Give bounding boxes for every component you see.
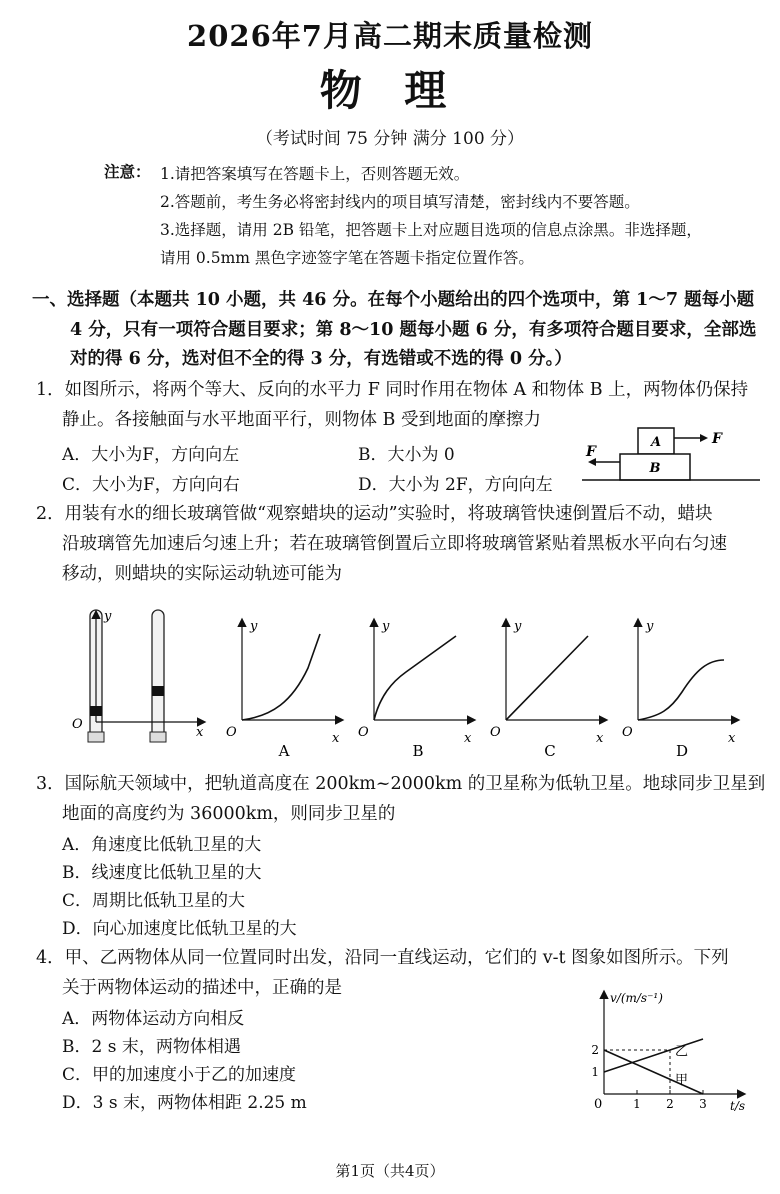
svg-text:O: O — [226, 725, 237, 740]
q3-option-a: A．角速度比低轨卫星的大 — [62, 835, 262, 855]
svg-text:x: x — [332, 731, 340, 746]
q4-option-b: B．2 s 末，两物体相遇 — [62, 1037, 241, 1057]
svg-text:y: y — [250, 619, 258, 634]
q3-option-c: C．周期比低轨卫星的大 — [62, 891, 246, 911]
vt-origin: 0 — [594, 1097, 603, 1112]
trajectory-b — [374, 636, 456, 720]
svg-text:O: O — [622, 725, 633, 740]
svg-text:x: x — [728, 731, 736, 746]
series-label-yi: 乙 — [674, 1044, 688, 1060]
exam-title: 2026年7月高二期末质量检测 — [187, 19, 593, 53]
graph-a — [226, 619, 342, 760]
x-tick-label: 3 — [699, 1097, 707, 1111]
trajectory-c — [506, 636, 588, 720]
y-axis-label: y — [104, 609, 112, 624]
block-a-label: A — [650, 435, 662, 450]
q4-stem-line: 关于两物体运动的描述中，正确的是 — [62, 978, 342, 998]
svg-text:x: x — [464, 731, 472, 746]
subject-title: 物 理 — [319, 66, 461, 115]
svg-text:y: y — [382, 619, 390, 634]
notes-list — [160, 160, 770, 272]
q1-stem: 1．如图所示，将两个等大、反向的水平力 F 同时作用在物体 A 和物体 B 上，两物体仍保持 — [36, 380, 749, 400]
tube-right — [152, 610, 164, 740]
series-label-jia: 甲 — [674, 1073, 688, 1089]
force-b-label: F — [586, 444, 596, 460]
origin-label: O — [72, 717, 83, 732]
q2-stem-line: 移动，则蜡块的实际运动轨迹可能为 — [62, 564, 342, 584]
q1-stem-line: 静止。各接触面与水平地面平行，则物体 B 受到地面的摩擦力 — [62, 410, 541, 430]
choice-label-d: D — [675, 742, 689, 760]
notes-label: 注意： — [104, 162, 151, 181]
q4-vt-graph — [584, 986, 764, 1116]
q4-stem: 4．甲、乙两物体从同一位置同时出发，沿同一直线运动，它们的 v-t 图象如图所示。下列 — [36, 948, 729, 968]
vt-x-label: t/s — [730, 1099, 746, 1113]
q2-stem-line: 沿玻璃管先加速后匀速上升；若在玻璃管倒置后立即将玻璃管紧贴着黑板水平向右匀速 — [62, 534, 727, 554]
exam-info: （考试时间 75 分钟 满分 100 分） — [255, 129, 525, 149]
y-tick-label: 1 — [591, 1065, 599, 1079]
svg-text:O: O — [490, 725, 501, 740]
wax-block-right — [152, 686, 164, 696]
section-heading-line: 对的得 6 分，选对但不全的得 3 分，有选错或不选的得 0 分。） — [70, 349, 572, 369]
q1-option-a: A．大小为F，方向向左 — [62, 445, 240, 465]
q2-stem: 2．用装有水的细长玻璃管做“观察蜡块的运动”实验时，将玻璃管快速倒置后不动，蜡块 — [36, 504, 713, 524]
force-a-label: F — [712, 431, 722, 447]
x-axis-label: x — [196, 725, 204, 740]
x-tick-label: 1 — [633, 1097, 641, 1111]
q4-option-d: D．3 s 末，两物体相距 2.25 m — [62, 1093, 307, 1113]
q4-option-c: C．甲的加速度小于乙的加速度 — [62, 1065, 297, 1085]
q3-option-b: B．线速度比低轨卫星的大 — [62, 863, 262, 883]
q1-blocks-figure — [582, 420, 762, 492]
q2-options-graphs — [224, 612, 764, 762]
q1-option-b: B．大小为 0 — [358, 445, 455, 465]
choice-label-a: A — [278, 742, 290, 760]
section-heading: 一、选择题（本题共 10 小题，共 46 分。在每个小题给出的四个选项中，第 1～7 题每小题 — [32, 290, 755, 310]
svg-text:O: O — [358, 725, 369, 740]
y-tick-label: 2 — [591, 1043, 599, 1057]
note-item: 1.请把答案填写在答题卡上，否则答题无效。 — [160, 165, 470, 183]
q3-stem: 3．国际航天领域中，把轨道高度在 200km~2000km 的卫星称为低轨卫星。地球同步卫星到 — [36, 774, 766, 794]
q2-tube-figure — [68, 600, 218, 750]
q3-option-d: D．向心加速度比低轨卫星的大 — [62, 919, 297, 939]
svg-text:x: x — [596, 731, 604, 746]
vt-y-label: v/(m/s⁻¹) — [610, 991, 663, 1005]
section-heading-line: 4 分，只有一项符合题目要求；第 8～10 题每小题 6 分，有多项符合题目要求，全部选 — [70, 320, 757, 340]
page-footer: 第1页（共4页） — [335, 1162, 445, 1180]
graph-d — [622, 619, 738, 760]
q4-option-a: A．两物体运动方向相反 — [62, 1009, 245, 1029]
q3-stem-line: 地面的高度约为 36000km，则同步卫星的 — [62, 804, 396, 824]
q1-option-c: C．大小为F，方向向右 — [62, 475, 240, 495]
series-line — [604, 1039, 703, 1072]
note-item: 2.答题前，考生务必将密封线内的项目填写清楚，密封线内不要答题。 — [160, 193, 640, 211]
graph-c — [490, 619, 606, 760]
svg-text:y: y — [646, 619, 654, 634]
svg-text:y: y — [514, 619, 522, 634]
note-item: 请用 0.5mm 黑色字迹签字笔在答题卡指定位置作答。 — [160, 249, 534, 267]
choice-label-b: B — [412, 742, 424, 760]
note-item: 3.选择题，请用 2B 铅笔，把答题卡上对应题目选项的信息点涂黑。非选择题， — [160, 221, 702, 239]
block-b-label: B — [649, 461, 661, 476]
series-line — [604, 1050, 703, 1094]
q1-option-d: D．大小为 2F，方向向左 — [358, 475, 553, 495]
choice-label-c: C — [544, 742, 556, 760]
trajectory-d — [638, 660, 724, 720]
x-tick-label: 2 — [666, 1097, 674, 1111]
graph-b — [358, 619, 474, 760]
trajectory-a — [242, 634, 320, 720]
